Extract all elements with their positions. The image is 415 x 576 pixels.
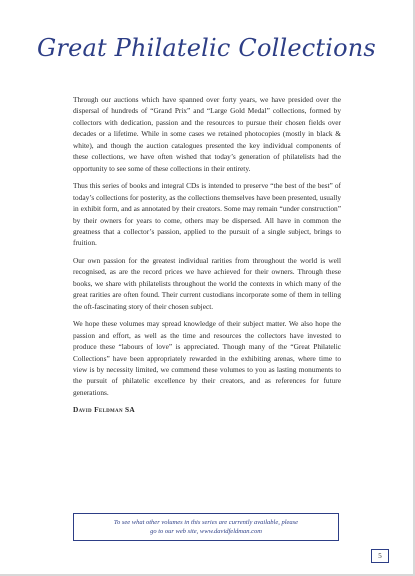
paragraph-3: Our own passion for the greatest individual rarities from throughout the world is well recognised, as are the record prices we have achieved for their owners. Through these books, we share with philatelists throughout the world the contexts in which many of the great rarities are often found. Their current custodians incorporate some of them in telling the oft-fascinating story of their chosen subject. xyxy=(73,255,341,311)
footer-notice-line-1: To see what other volumes in this series are currently available, please xyxy=(113,518,299,526)
paragraph-1: Through our auctions which have spanned over forty years, we have presided over the dispersal of hundreds of “Grand Prix” and “Large Gold Medal” collections, formed by collectors with dedication, passion and the resources to pursue their chosen fields over decades or a lifetime. While in some cases we retained photocopies (mostly in black & white), and though the auction catalogues presented the key individual components of these collections, we have often wished that today’s generation of philatelists had the opportunity to see some of these collections in their entirety. xyxy=(73,95,341,173)
paragraph-4: We hope these volumes may spread knowledge of their subject matter. We also hope the passion and effort, as well as the time and resources the collectors have invested to produce these “labours of love” is appreciated. Though many of the “Great Philatelic Collections” have been appropriately rewarded in the exhibiting arenas, where time to view is by necessity limited, we commend these volumes to you as lasting monuments to the pursuit of philatelic excellence by their creators, and as references for future generations. xyxy=(73,319,341,397)
body-text xyxy=(73,94,341,416)
page-title: Great Philatelic Collections xyxy=(37,34,376,62)
signature: David Feldman SA xyxy=(73,405,136,415)
paragraph-2: Thus this series of books and integral CDs is intended to preserve “the best of the best” of today’s collections for posterity, as the collections themselves have been presented, usually in exhibit form, and as annotated by their creators. Some may remain “under construction” by their owners for years to come, others may be dispersed. All have in common the greatness that a collector’s passion, applied to the pursuit of a single subject, brings to fruition. xyxy=(73,181,341,248)
footer-notice-box xyxy=(73,513,339,541)
page-number: 5 xyxy=(371,549,389,563)
footer-notice-line-2: go to our web site, www.davidfeldman.com xyxy=(150,528,262,535)
